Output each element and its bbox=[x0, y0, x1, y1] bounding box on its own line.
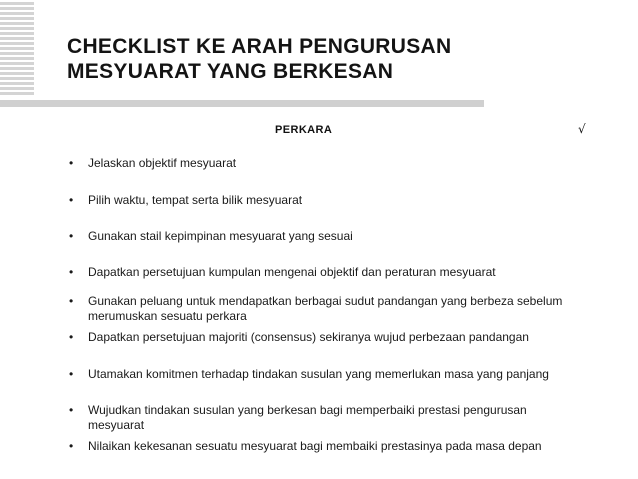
bullet-icon: • bbox=[69, 265, 74, 279]
checkmark-column-header: √ bbox=[578, 122, 586, 136]
checklist-item bbox=[69, 294, 569, 324]
checklist-item bbox=[69, 367, 569, 382]
checklist-item bbox=[69, 265, 569, 280]
column-header-perkara: PERKARA bbox=[275, 124, 333, 136]
bullet-icon: • bbox=[69, 330, 74, 344]
checklist-item-text: Wujudkan tindakan susulan yang berkesan bagi memperbaiki prestasi pengurusan mesyuarat bbox=[88, 403, 527, 432]
bullet-icon: • bbox=[69, 439, 74, 453]
checklist-item-text: Dapatkan persetujuan majoriti (consensus) sekiranya wujud perbezaan pandangan bbox=[88, 330, 529, 344]
bullet-icon: • bbox=[69, 193, 74, 207]
checklist-item-text: Dapatkan persetujuan kumpulan mengenai objektif dan peraturan mesyuarat bbox=[88, 265, 496, 279]
title-line-2: MESYUARAT YANG BERKESAN bbox=[67, 60, 394, 83]
checklist-item bbox=[69, 229, 569, 244]
checklist-item-text: Gunakan peluang untuk mendapatkan berbagai sudut pandangan yang berbeza sebelum merumuskan sesuatu perkara bbox=[88, 294, 563, 323]
checklist-item bbox=[69, 330, 569, 345]
checklist-item-text: Utamakan komitmen terhadap tindakan susulan yang memerlukan masa yang panjang bbox=[88, 367, 549, 381]
title-line-1: CHECKLIST KE ARAH PENGURUSAN bbox=[67, 35, 452, 58]
checklist-item bbox=[69, 403, 569, 433]
table-header-row bbox=[0, 124, 638, 140]
decorative-stripes bbox=[0, 0, 34, 95]
bullet-icon: • bbox=[69, 156, 74, 170]
bullet-icon: • bbox=[69, 403, 74, 417]
title-underline-bar bbox=[0, 100, 484, 107]
checklist-item bbox=[69, 156, 569, 171]
checklist-item bbox=[69, 439, 569, 454]
checklist-item bbox=[69, 193, 569, 208]
bullet-icon: • bbox=[69, 294, 74, 308]
bullet-icon: • bbox=[69, 367, 74, 381]
checklist-item-text: Nilaikan kekesanan sesuatu mesyuarat bagi membaiki prestasinya pada masa depan bbox=[88, 439, 542, 453]
checklist-item-text: Jelaskan objektif mesyuarat bbox=[88, 156, 237, 170]
checklist-item-text: Pilih waktu, tempat serta bilik mesyuarat bbox=[88, 193, 303, 207]
slide-title bbox=[67, 34, 607, 84]
bullet-icon: • bbox=[69, 229, 74, 243]
checklist-item-text: Gunakan stail kepimpinan mesyuarat yang sesuai bbox=[88, 229, 353, 243]
